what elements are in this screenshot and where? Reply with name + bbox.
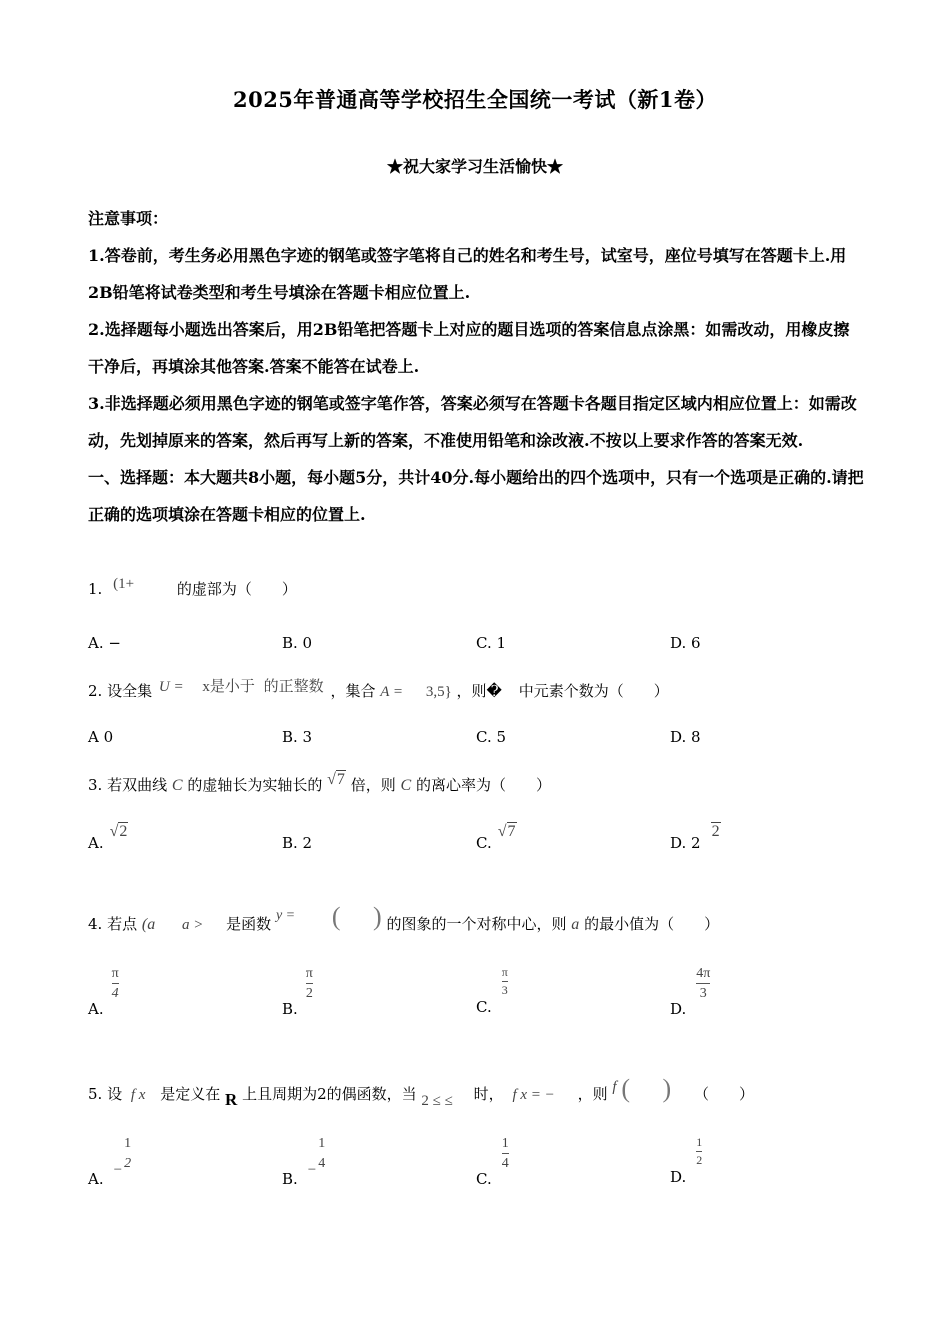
math-expression: C [400, 777, 412, 794]
math-expression: C [171, 777, 183, 794]
question-text: ，则� [456, 682, 502, 700]
question-text: 的虚轴长为实轴长的 [187, 776, 323, 794]
option-c: C. $\frac{1}{4}$ [476, 1136, 509, 1188]
option-d: D. $\frac{1}{2}$ [670, 1135, 703, 1186]
question-text: 的离心率为（ ） [415, 776, 551, 794]
fraction: $\frac{4\pi}{3}$ [696, 966, 711, 1002]
question-text: 的图象的一个对称中心，则 [386, 915, 567, 933]
fraction: $\frac{\pi}{4}$ [111, 966, 119, 1002]
math-expression: 3,5} [425, 684, 452, 700]
option-c: C. 1 [476, 634, 507, 652]
fraction: $\frac{\pi}{3}$ [501, 965, 508, 998]
question-5 [88, 1074, 864, 1109]
question-text: 时， [473, 1085, 504, 1103]
question-1 [88, 578, 864, 599]
option-d: D. 2 2 [670, 823, 720, 852]
instruction-item-2: 2.选择题每小题选出答案后，用2B铅笔把答题卡上对应的题目选项的答案信息点涂黑：如需改动，用橡皮擦干净后，再填涂其他答案.答案不能答在试卷上. [88, 320, 850, 376]
fraction: $\frac{\pi}{2}$ [305, 966, 313, 1002]
math-expression: y = [275, 908, 296, 923]
fraction: $\frac{1}{4}$ [501, 1136, 509, 1172]
question-text: 上且周期为2的偶函数，当 [242, 1085, 417, 1103]
option-d: D. 8 [670, 728, 701, 746]
option-a: A. − [88, 634, 121, 652]
option-a: A. $\frac{\pi}{4}$ [88, 966, 119, 1018]
question-text: 的最小值为（ ） [584, 915, 720, 933]
question-4 [88, 902, 864, 936]
option-b: B. 0 [282, 634, 313, 652]
question-number: 5. 设 [88, 1085, 123, 1103]
option-c: C. $\frac{\pi}{3}$ [476, 965, 508, 1016]
fraction: $\frac{1}{2}$ [696, 1135, 703, 1168]
question-text: 中元素个数为（ ） [518, 682, 669, 700]
math-expression: f x [130, 1087, 146, 1103]
question-number: 1. [88, 580, 103, 598]
option-b: B. − $\frac{1}{4}$ [282, 1136, 326, 1188]
question-text: 的虚部为（ ） [176, 580, 297, 598]
math-expression: A = [380, 684, 404, 700]
question-2 [88, 680, 864, 701]
sqrt-expression: 2 [711, 823, 720, 840]
question-number: 4. 若点 [88, 915, 138, 933]
instruction-item-1: 1.答卷前，考生务必用黑色字迹的钢笔或签字笔将自己的姓名和考生号，试室号，座位号填写在答题卡上.用2B铅笔将试卷类型和考生号填涂在答题卡相应位置上. [88, 246, 847, 302]
bracket-glyph: ( ) [331, 902, 382, 931]
math-expression: a > [181, 917, 204, 933]
option-a: A.√2 [88, 823, 128, 852]
instructions [88, 200, 864, 533]
sqrt-expression: √7 [327, 771, 345, 788]
fraction: $\frac{1}{2}$ [124, 1136, 132, 1172]
option-b: B. 2 [282, 834, 313, 852]
section-heading: 一、选择题：本大题共8小题，每小题5分，共计40分.每小题给出的四个选项中，只有一个选项是正确的.请把正确的选项填涂在答题卡相应的位置上. [88, 468, 864, 524]
question-text: 是函数 [226, 915, 272, 933]
option-b: B. $\frac{\pi}{2}$ [282, 966, 313, 1018]
option-c: C. 5 [476, 728, 507, 746]
math-expression: (1+ [113, 576, 135, 592]
option-a: A 0 [88, 728, 114, 746]
math-expression: U = [158, 679, 184, 695]
instructions-heading: 注意事项： [88, 209, 169, 228]
math-expression: R [225, 1090, 238, 1109]
instruction-item-3: 3.非选择题必须用黑色字迹的钢笔或签字笔作答，答案必须写在答题卡各题目指定区域内相应位置上：如需改动，先划掉原来的答案，然后再写上新的答案，不准使用铅笔和涂改液.不按以上要求作答的答案无效. [88, 394, 857, 450]
question-text: ，则 [577, 1085, 608, 1103]
math-expression: a [571, 916, 580, 933]
sqrt-expression: √7 [497, 823, 516, 840]
option-b: B. 3 [282, 728, 313, 746]
math-expression: 2 ≤ ≤ [421, 1093, 453, 1109]
question-text: 倍，则 [350, 776, 396, 794]
math-expression: f [612, 1079, 617, 1095]
question-3 [88, 771, 864, 795]
exam-subtitle: ★祝大家学习生活愉快★ [386, 157, 563, 176]
math-expression: 的正整数 [263, 679, 324, 695]
question-number: 2. 设全集 [88, 682, 153, 700]
fraction: $\frac{1}{4}$ [318, 1136, 326, 1172]
option-c: C.√7 [476, 823, 516, 852]
question-text: ，集合 [330, 682, 376, 700]
question-number: 3. 若双曲线 [88, 776, 168, 794]
option-d: D. $\frac{4\pi}{3}$ [670, 966, 711, 1018]
exam-title: 2025年普通高等学校招生全国统一考试（新1卷） [232, 87, 718, 112]
bracket-glyph: ( ) [621, 1074, 672, 1103]
answer-placeholder: （ ） [693, 1085, 754, 1103]
option-a: A. − $\frac{1}{2}$ [88, 1136, 132, 1188]
option-d: D. 6 [670, 634, 701, 652]
math-expression: (a [141, 916, 156, 933]
question-text: 是定义在 [160, 1085, 221, 1103]
sqrt-expression: √2 [109, 823, 128, 840]
math-expression: x是小于 [202, 679, 255, 695]
math-expression: f x = − [512, 1087, 555, 1103]
